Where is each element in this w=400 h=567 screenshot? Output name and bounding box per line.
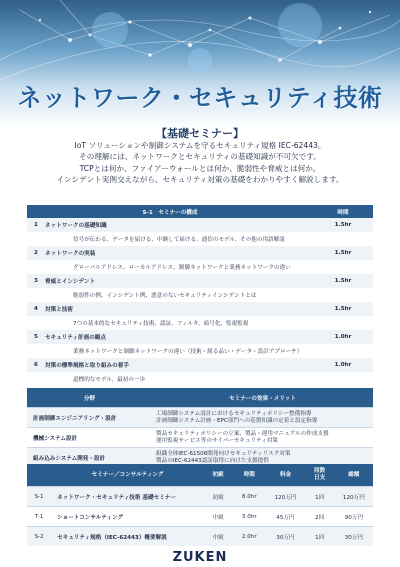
section-detail: グローバルアドレス、ローカルアドレス、制御ネットワークと業務ネットワークの違い	[45, 260, 373, 274]
schedule-header	[27, 205, 373, 218]
benefits-header	[27, 388, 373, 408]
field-name: 機械システム設計	[27, 428, 152, 448]
section-time: 1.5hr	[313, 218, 373, 232]
section-detail: 道標的なモデル、最初の一歩	[45, 372, 373, 386]
section-time: 1.0hr	[313, 358, 373, 372]
field-name: 組み込みシステム開発・設計	[27, 448, 152, 468]
section-title: ネットワークの基礎知識	[45, 218, 313, 232]
page-title: ネットワーク・セキュリティ技術	[17, 84, 383, 112]
benefit-line: 計画制御システム計画・EPC部門への基盤知識の定着と設定指導	[156, 417, 318, 424]
course-name: セキュリティ規格（IEC-62443）概要解説	[51, 527, 204, 547]
course-header-days	[305, 464, 335, 487]
course-days: 2回	[305, 507, 335, 527]
course-price: 120万円	[266, 487, 304, 507]
benefits-header-benefit: セミナーの効果・メリット	[152, 388, 373, 408]
schedule-header-time: 時間	[313, 205, 373, 218]
benefit-line: 運用監視サービス等のサイバーセキュリティ対策	[156, 437, 278, 444]
intro-line: その理解には、ネットワークとセキュリティの基礎知識が不可欠です。	[79, 152, 321, 162]
section-detail: 業務ネットワークと制御ネットワークの違い（技術・組る品い・データ・設計アプローチ）	[45, 344, 373, 358]
intro-line: TCPとは何か、ファイアーウォールとは何か、脆弱性や脅威とは何か。	[79, 163, 321, 173]
schedule-section	[27, 358, 373, 372]
section-time: 1.5hr	[313, 246, 373, 260]
section-title: 対策と技術	[45, 302, 313, 316]
benefits-row	[27, 428, 373, 448]
course-total: 120万円	[335, 487, 373, 507]
course-name: ショートコンサルティング	[51, 507, 204, 527]
course-hours: 3.0hr	[232, 507, 266, 527]
section-title: 対策の標準規格と取り組みの着手	[45, 358, 313, 372]
benefit-line: 組織全体IEC-61508開発向けセキュリティリスク対策	[156, 450, 291, 457]
course-name: ネットワーク・セキュリティ技術 基礎セミナー	[51, 487, 204, 507]
schedule-section	[27, 218, 373, 232]
section-number: 6	[27, 358, 45, 372]
course-header-total: 総額	[335, 464, 373, 487]
course-id: S-2	[27, 527, 51, 547]
course-header	[27, 464, 373, 487]
course-total: 30万円	[335, 527, 373, 547]
intro-text	[40, 140, 360, 185]
schedule-detail	[27, 232, 373, 246]
course-id: S-1	[27, 487, 51, 507]
course-total: 90万円	[335, 507, 373, 527]
course-level: 初級	[204, 487, 232, 507]
course-days: 1回	[305, 527, 335, 547]
course-header-name: セミナー／コンサルティング	[51, 464, 204, 487]
course-days: 1回	[305, 487, 335, 507]
section-number: 1	[27, 218, 45, 232]
section-number: 4	[27, 302, 45, 316]
course-header-price: 料金	[266, 464, 304, 487]
course-price: 30万円	[266, 527, 304, 547]
course-header-days-bottom: 日支	[314, 475, 326, 481]
field-benefit	[152, 408, 373, 428]
schedule-header-title: S-1 セミナーの構成	[27, 205, 313, 218]
section-detail: 信号が伝わる、データを届ける、中継して届ける、通信のモデル、その他の用語解説	[45, 232, 373, 246]
section-number: 2	[27, 246, 45, 260]
section-time: 1.0hr	[313, 330, 373, 344]
course-row	[27, 487, 373, 507]
schedule-section	[27, 246, 373, 260]
company-logo	[0, 546, 400, 565]
intro-line: IoT ソリューションや制御システムを守るセキュリティ規格 IEC-62443。	[74, 141, 326, 150]
schedule-section	[27, 330, 373, 344]
course-price: 45万円	[266, 507, 304, 527]
field-name: 計画制御エンジニアリング・設計	[27, 408, 152, 428]
benefits-table	[27, 388, 373, 468]
course-id: T-1	[27, 507, 51, 527]
course-level: 中級	[204, 527, 232, 547]
course-header-days-top: 回数	[314, 468, 326, 474]
logo-text: ZUKEN	[172, 550, 228, 565]
section-title: ネットワークの実装	[45, 246, 313, 260]
course-header-level: 初級	[204, 464, 232, 487]
section-number: 3	[27, 274, 45, 288]
schedule-section	[27, 302, 373, 316]
section-time: 1.5hr	[313, 302, 373, 316]
course-hours: 2.0hr	[232, 527, 266, 547]
schedule-detail	[27, 372, 373, 386]
course-header-hours: 時間	[232, 464, 266, 487]
seminar-subtitle: 【基礎セミナー】	[156, 127, 244, 140]
schedule-detail	[27, 344, 373, 358]
course-header-id	[27, 464, 51, 487]
benefit-line: 工場制御システム設計におけるセキュリティポリシー整備指導	[156, 410, 312, 417]
section-title: セキュリティ計画の観点	[45, 330, 313, 344]
field-benefit	[152, 428, 373, 448]
course-price-table	[27, 464, 373, 547]
schedule-table	[27, 205, 373, 386]
section-time: 1.5hr	[313, 274, 373, 288]
section-detail: 7つの基本的なセキュリティ技術、認証、フィルタ、暗号化、監視監視	[45, 316, 373, 330]
section-detail: 脆弱性の例、インシデント例、悪意のないセキュリティインシデントとは	[45, 288, 373, 302]
section-title: 脅威とインシデント	[45, 274, 313, 288]
benefit-line: 製品セキュリティポリシーの立案、製品・運用マニュアルの作成支援	[156, 430, 329, 437]
benefits-header-field: 分野	[27, 388, 152, 408]
course-row	[27, 507, 373, 527]
schedule-section	[27, 274, 373, 288]
course-row	[27, 527, 373, 547]
course-hours: 8.0hr	[232, 487, 266, 507]
benefits-row	[27, 408, 373, 428]
schedule-detail	[27, 288, 373, 302]
course-level: 中級	[204, 507, 232, 527]
intro-line: インシデント実例交えながら、セキュリティ対策の基礎をわかりやすく解説します。	[56, 174, 344, 184]
benefit-line: 製品のIEC-62443認証取得に向けた支援提供	[156, 457, 269, 464]
section-number: 5	[27, 330, 45, 344]
schedule-detail	[27, 316, 373, 330]
schedule-detail	[27, 260, 373, 274]
